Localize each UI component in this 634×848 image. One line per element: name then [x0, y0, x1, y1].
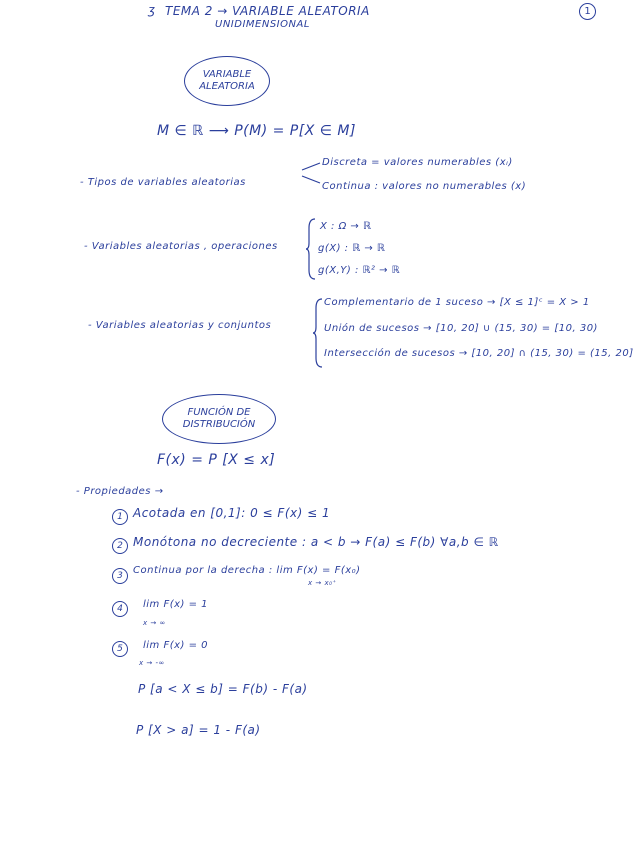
- tipos-arrows: [300, 158, 324, 188]
- property-text-3: Continua por la derecha : lim F(x) = F(x₀): [133, 565, 361, 576]
- property-sub-4: x → ∞: [143, 619, 166, 627]
- property-number-1: 1: [112, 509, 128, 525]
- property-text-2: Monótona no decreciente : a < b → F(a) ≤ F(b) ∀a,b ∈ ℝ: [133, 535, 499, 549]
- conjuntos-brace: [312, 298, 324, 368]
- page-number: 1: [579, 3, 596, 20]
- conjunto-item-3: Intersección de sucesos → [10, 20] ∩ (15, 30) = (15, 20]: [324, 348, 634, 359]
- property-number-3: 3: [112, 568, 128, 584]
- conjunto-item-1: Complementario de 1 suceso → [X ≤ 1]ᶜ = X > 1: [324, 297, 590, 308]
- property-sub-5: x → -∞: [139, 659, 165, 667]
- property-text-5: lim F(x) = 0: [143, 640, 209, 651]
- header-subtitle: UNIDIMENSIONAL: [215, 19, 310, 30]
- distribution-formula: F(x) = P [X ≤ x]: [157, 452, 276, 468]
- variable-aleatoria-oval: [184, 56, 270, 106]
- complement-probability-formula: P [X > a] = 1 - F(a): [136, 723, 261, 737]
- property-sub-3: x → x₀⁺: [308, 579, 337, 587]
- property-text-1: Acotada en [0,1]: 0 ≤ F(x) ≤ 1: [133, 506, 331, 520]
- property-number-2: 2: [112, 538, 128, 554]
- funcion-distribucion-oval: [162, 394, 276, 444]
- property-text-4: lim F(x) = 1: [143, 599, 209, 610]
- operacion-item-3: g(X,Y) : ℝ² → ℝ: [318, 265, 401, 276]
- property-number-4: 4: [112, 601, 128, 617]
- tipo-continua: Continua : valores no numerables (x): [322, 181, 527, 192]
- tipos-label: - Tipos de variables aleatorias: [80, 177, 246, 188]
- property-number-5: 5: [112, 641, 128, 657]
- operacion-item-1: X : Ω → ℝ: [320, 221, 372, 232]
- propiedades-label: - Propiedades →: [76, 486, 164, 497]
- oval2-line2: DISTRIBUCIÓN: [182, 419, 256, 430]
- conjunto-item-2: Unión de sucesos → [10, 20] ∪ (15, 30) = [10, 30): [324, 323, 598, 334]
- header-brace: ʒ: [148, 3, 156, 17]
- conjuntos-label: - Variables aleatorias y conjuntos: [88, 320, 272, 331]
- operaciones-brace: [305, 218, 317, 280]
- header-title: TEMA 2 → VARIABLE ALEATORIA: [165, 4, 370, 18]
- oval2-line1: FUNCIÓN DE: [187, 406, 251, 418]
- interval-probability-formula: P [a < X ≤ b] = F(b) - F(a): [138, 682, 308, 696]
- probability-formula: M ∈ ℝ ⟶ P(M) = P[X ∈ M]: [157, 123, 356, 139]
- oval-line2: ALEATORIA: [199, 81, 255, 92]
- tipo-discreta: Discreta = valores numerables (xᵢ): [322, 157, 513, 168]
- operaciones-label: - Variables aleatorias , operaciones: [84, 241, 278, 252]
- operacion-item-2: g(X) : ℝ → ℝ: [318, 243, 386, 254]
- oval-line1: VARIABLE: [202, 68, 252, 80]
